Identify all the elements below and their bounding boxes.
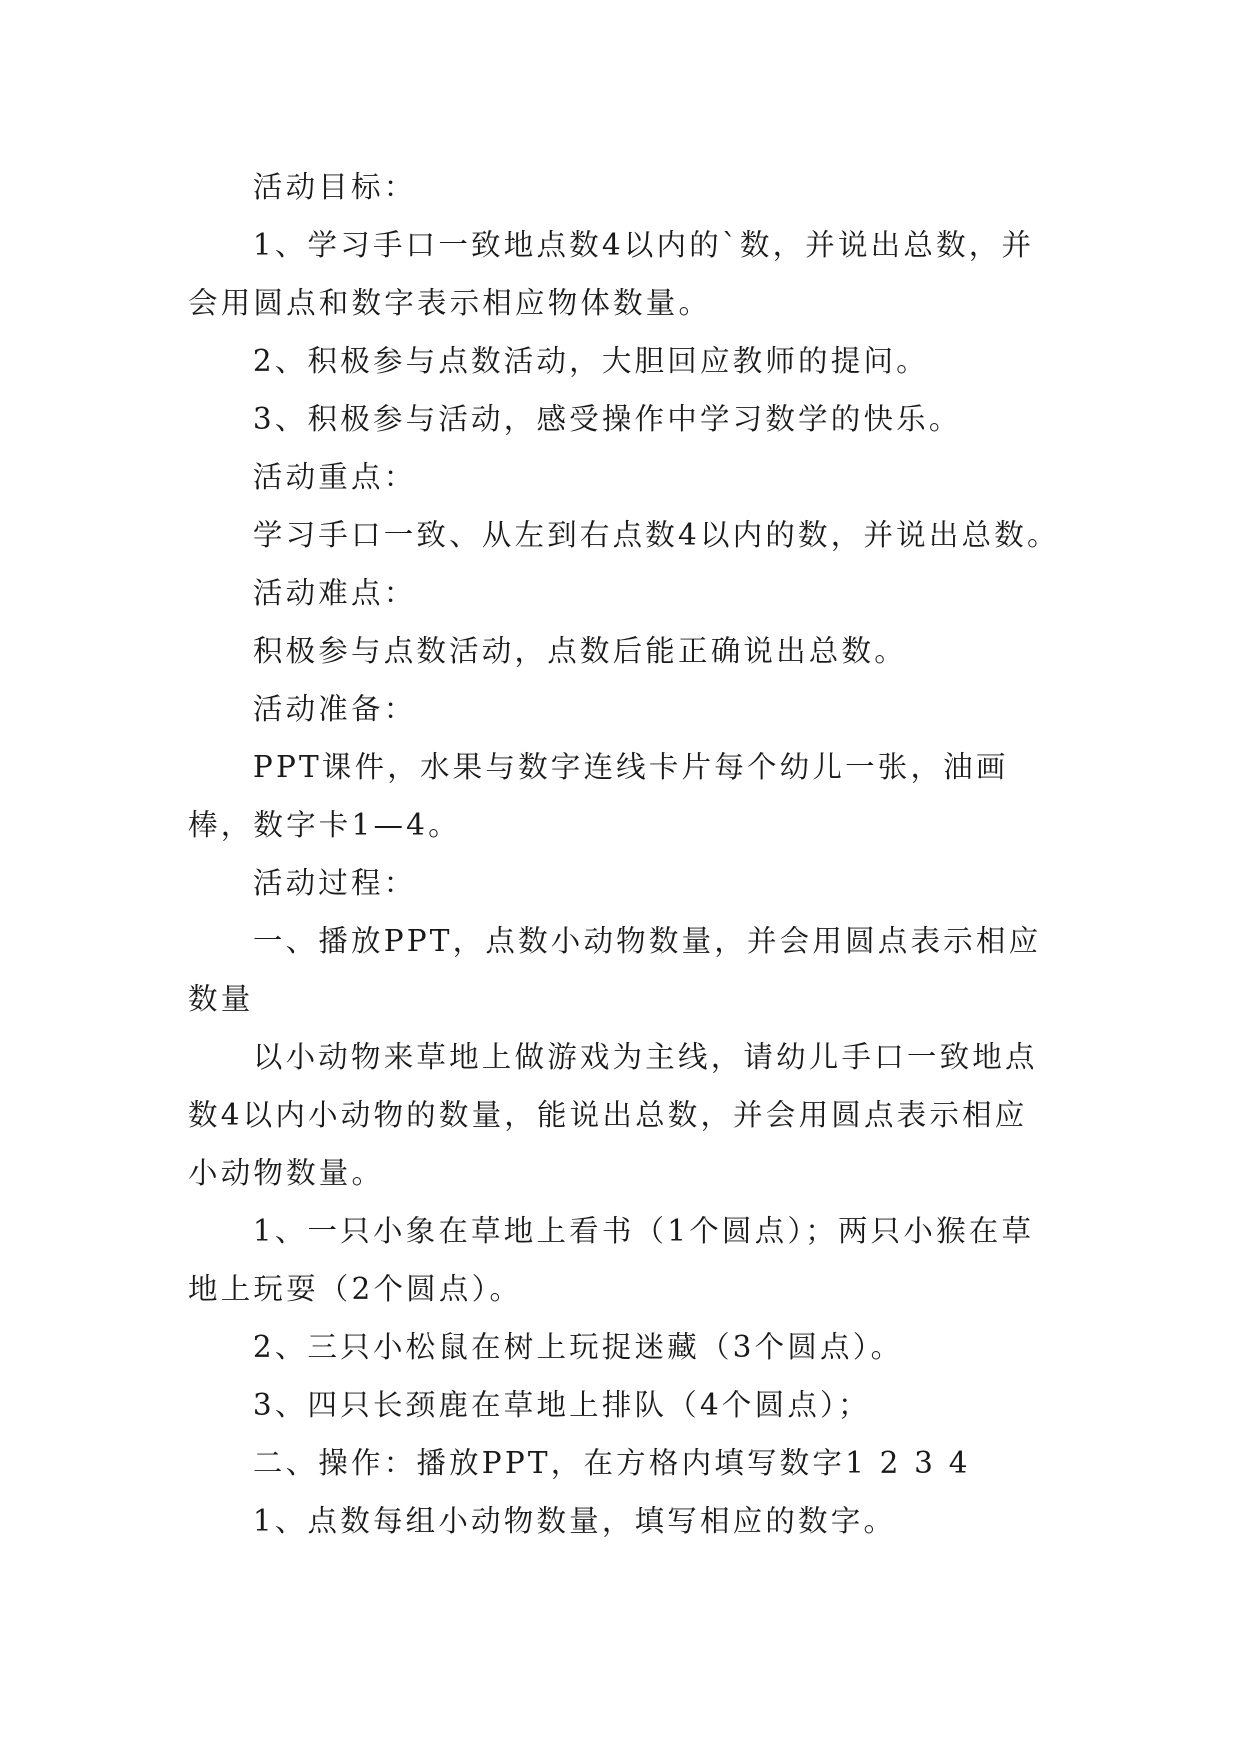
heading-activity-process: 活动过程： [252,866,417,900]
goal-item-2: 2、积极参与点数活动，大胆回应教师的提问。 [252,344,929,378]
heading-activity-focus: 活动重点： [252,460,417,494]
process-substep-3: 3、四只长颈鹿在草地上排队（4个圆点）； [252,1388,871,1422]
goal-item-3: 3、积极参与活动，感受操作中学习数学的快乐。 [252,402,962,436]
goal-item-1: 1、学习手口一致地点数4以内的`数，并说出总数，并会用圆点和数字表示相应物体数量。 [188,228,1035,320]
process-step-2: 二、操作：播放PPT，在方格内填写数字1 2 3 4 [252,1446,971,1480]
heading-activity-difficulty: 活动难点： [252,576,417,610]
document-body [188,158,1060,1550]
process-step-1-description: 以小动物来草地上做游戏为主线，请幼儿手口一致地点数4以内小动物的数量，能说出总数，并会用圆点表示相应小动物数量。 [188,1040,1038,1190]
focus-text: 学习手口一致、从左到右点数4以内的数，并说出总数。 [252,518,1060,552]
process-substep-1: 1、一只小象在草地上看书（1个圆点）；两只小猴在草地上玩耍（2个圆点）。 [188,1214,1035,1306]
heading-activity-goals: 活动目标： [252,170,417,204]
process-substep-2: 2、三只小松鼠在树上玩捉迷藏（3个圆点）。 [252,1330,904,1364]
process-step-2-substep-1: 1、点数每组小动物数量，填写相应的数字。 [252,1504,897,1538]
difficulty-text: 积极参与点数活动，点数后能正确说出总数。 [252,634,907,668]
heading-activity-preparation: 活动准备： [252,692,417,726]
preparation-text: PPT课件，水果与数字连线卡片每个幼儿一张，油画棒，数字卡1—4。 [188,750,1009,842]
process-step-1: 一、播放PPT，点数小动物数量，并会用圆点表示相应数量 [188,924,1042,1016]
